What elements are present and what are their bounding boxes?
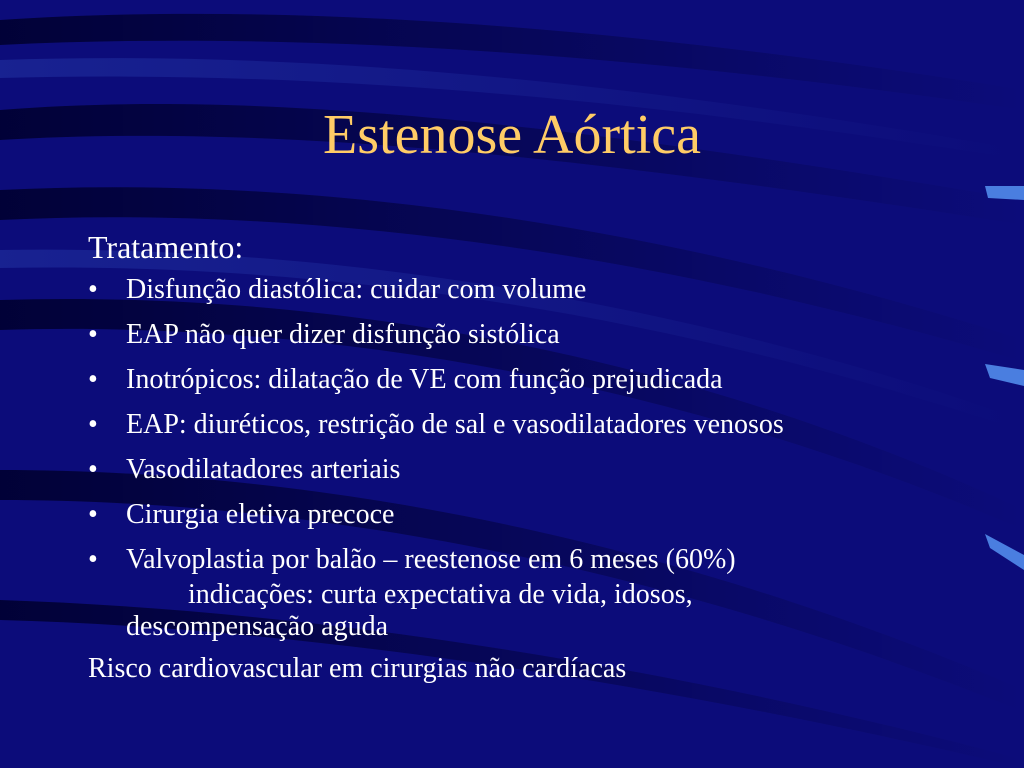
section-heading: Tratamento: — [88, 229, 244, 265]
bullet-item — [88, 274, 968, 306]
bullet-list — [88, 274, 968, 576]
closing-line: Risco cardiovascular em cirurgias não cardíacas — [88, 653, 627, 684]
bullet-icon: • — [88, 274, 98, 305]
bullet-text: EAP não quer dizer disfunção sistólica — [126, 319, 560, 350]
bullet-icon: • — [88, 499, 98, 530]
bullet-text: EAP: diuréticos, restrição de sal e vasodilatadores venosos — [126, 409, 784, 440]
bullet-text: Inotrópicos: dilatação de VE com função prejudicada — [126, 364, 723, 395]
bullet-item — [88, 454, 968, 486]
bullet-icon: • — [88, 409, 98, 440]
bullet-icon: • — [88, 454, 98, 485]
bullet-text: Vasodilatadores arteriais — [126, 454, 401, 485]
bullet-icon: • — [88, 319, 98, 350]
bullet-item — [88, 409, 968, 441]
bullet-text: Valvoplastia por balão – reestenose em 6 meses (60%) — [126, 544, 736, 575]
slide-body — [88, 226, 968, 685]
sub-line-2: descompensação aguda — [126, 611, 388, 642]
bullet-item — [88, 364, 968, 396]
bullet-icon: • — [88, 364, 98, 395]
bullet-text: Disfunção diastólica: cuidar com volume — [126, 274, 587, 305]
bullet-item — [88, 544, 968, 576]
bullet-icon: • — [88, 544, 98, 575]
bullet-item — [88, 499, 968, 531]
accent-stripe-1 — [985, 186, 1024, 200]
sub-line-1: indicações: curta expectativa de vida, idosos, — [188, 579, 693, 610]
bullet-text: Cirurgia eletiva precoce — [126, 499, 395, 530]
slide-title: Estenose Aórtica — [323, 104, 701, 166]
sub-indications — [88, 579, 968, 643]
bullet-item — [88, 319, 968, 351]
